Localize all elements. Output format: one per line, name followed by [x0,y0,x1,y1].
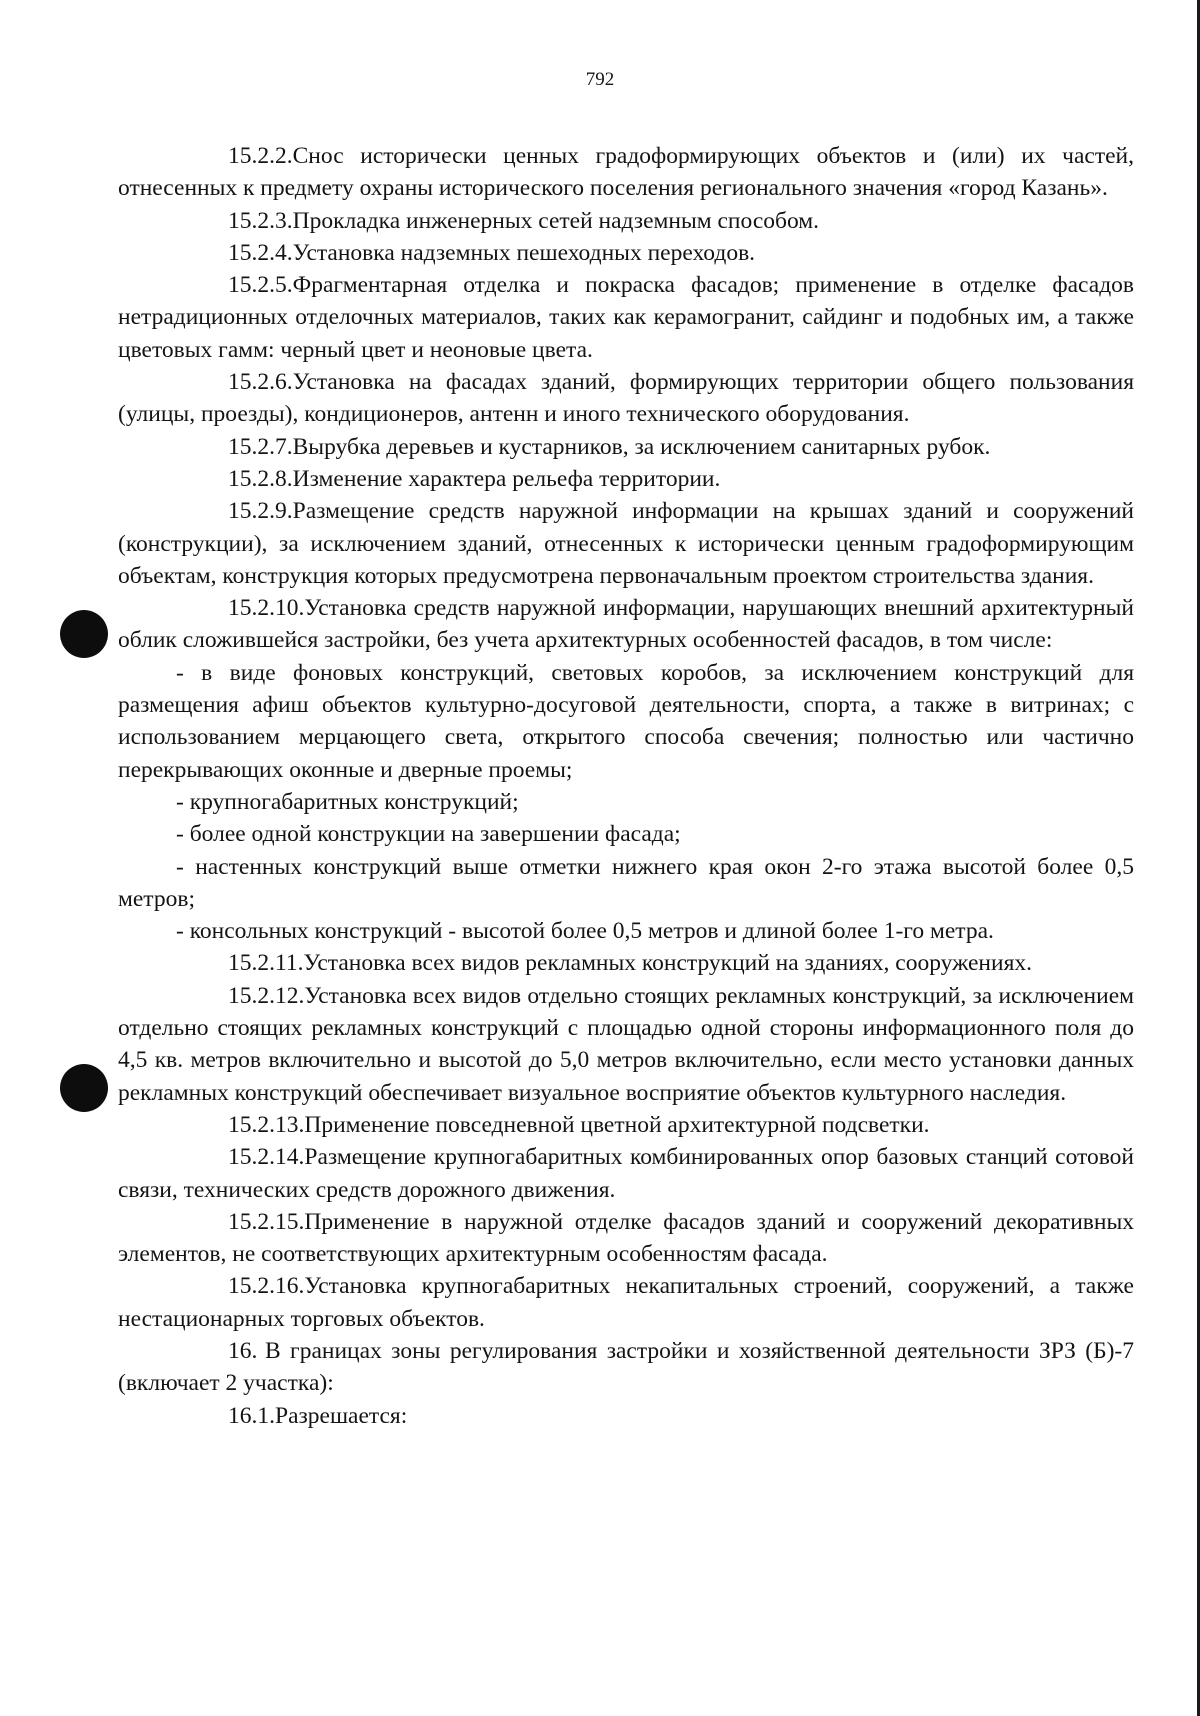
paragraph [118,980,1134,1109]
paragraph-number: 15.2.2. [228,143,293,169]
paragraph [118,140,1134,205]
section-heading [118,1335,1134,1400]
list-item-text: - консольных конструкций - высотой более 0,5 метров и длиной более 1-го метра. [176,918,994,945]
paragraph-number: 15.2.12. [228,982,305,1009]
page-number: 792 [585,69,615,90]
paragraph-number: 15.2.14. [228,1144,305,1171]
list-item-text: - настенных конструкций выше отметки нижнего края окон 2-го этажа высотой более 0,5 метров; [118,853,1134,912]
paragraph-text: Установка всех видов отдельно стоящих рекламных конструкций, за исключением отдельно стоящих рекламных конструкций с площадью одной стороны информационного поля до 4,5 кв. метров включительно и высотой до 5,0 метров включительно, если место установки данных рекламных конструкций обеспечивает визуальное восприятие объектов культурного наследия. [118,982,1134,1106]
paragraph-number: 15.2.7. [228,433,293,460]
paragraph [118,947,1134,979]
paragraph-number: 15.2.13. [228,1111,305,1138]
paragraph-text: Прокладка инженерных сетей надземным способом. [292,207,820,234]
paragraph-text: Размещение средств наружной информации на крышах зданий и сооружений (конструкции), за исключением зданий, отнесенных к исторически ценным градоформирующим объектам, конструкция которых предусмотрена первоначальным проектом строительства здания. [118,498,1134,589]
binder-hole [60,610,108,658]
subsection-text: Разрешается: [275,1402,408,1429]
paragraph-text: Размещение крупногабаритных комбинированных опор базовых станций сотовой связи, технических средств дорожного движения. [118,1144,1134,1203]
binder-hole [60,1064,108,1112]
list-item-text: - в виде фоновых конструкций, световых коробов, за исключением конструкций для размещения афиш объектов культурно-досуговой деятельности, спорта, а также в витринах; с использованием мерцающего света, открытого способа свечения; полностью или частично перекрывающих оконные и дверные проемы; [118,659,1134,783]
paragraph [118,1109,1134,1141]
paragraph-number: 15.2.10. [228,595,305,622]
paragraph-number: 15.2.9. [228,498,293,525]
paragraph-text: Установка средств наружной информации, нарушающих внешний архитектурный облик сложившейся застройки, без учета архитектурных особенностей фасадов, в том числе: [118,595,1134,654]
paragraph [118,495,1134,592]
paragraph [118,463,1134,495]
paragraph-text: Вырубка деревьев и кустарников, за исключением санитарных рубок. [292,433,991,460]
paragraph-text: Установка на фасадах зданий, формирующих территории общего пользования (улицы, проезды), кондиционеров, антенн и иного технического оборудования. [118,369,1134,428]
list-item-text: - более одной конструкции на завершении фасада; [176,821,681,848]
paragraph-number: 15.2.6. [228,369,293,396]
list-item [118,915,1134,947]
paragraph-text: Изменение характера рельефа территории. [292,465,721,492]
paragraph-number: 15.2.5. [228,272,293,299]
list-item [118,851,1134,916]
list-item [118,786,1134,818]
paragraph-number: 15.2.11. [228,950,304,977]
paragraph-number: 15.2.15. [228,1208,305,1235]
section-number: 16. [228,1337,258,1364]
paragraph-text: Применение повседневной цветной архитектурной подсветки. [304,1111,930,1138]
paragraph [118,205,1134,237]
list-item [118,657,1134,786]
paragraph-number: 15.2.4. [228,239,293,266]
paragraph-text: Фрагментарная отделка и покраска фасадов; применение в отделке фасадов нетрадиционных отделочных материалов, таких как керамогранит, сайдинг и подобных им, а также цветовых гамм: черный цвет и неоновые цвета. [118,272,1134,363]
list-item [118,818,1134,850]
paragraph [118,237,1134,269]
document-body [118,140,1134,1432]
paragraph [118,1206,1134,1271]
paragraph-text: Установка крупногабаритных некапитальных строений, сооружений, а также нестационарных торговых объектов. [118,1273,1134,1332]
paragraph [118,1270,1134,1335]
paragraph-text: Установка всех видов рекламных конструкций на зданиях, сооружениях. [303,950,1033,977]
subsection-heading [118,1400,1134,1432]
subsection-number: 16.1. [228,1402,275,1429]
paragraph [118,592,1134,657]
list-item-text: - крупногабаритных конструкций; [176,788,519,815]
paragraph [118,1141,1134,1206]
paragraph-text: Применение в наружной отделке фасадов зданий и сооружений декоративных элементов, не соответствующих архитектурным особенностям фасада. [118,1208,1134,1268]
paragraph [118,366,1134,431]
paragraph-text: Снос исторически ценных градоформирующих объектов и (или) их частей, отнесенных к предмету охраны исторического поселения регионального значения «город Казань». [118,143,1134,202]
paragraph-number: 15.2.16. [228,1273,305,1300]
paragraph-number: 15.2.3. [228,207,293,234]
paragraph [118,431,1134,463]
paragraph-number: 15.2.8. [228,465,293,492]
paragraph [118,269,1134,366]
section-text: В границах зоны регулирования застройки и хозяйственной деятельности ЗРЗ (Б)-7 (включает 2 участка): [118,1337,1134,1397]
paragraph-text: Установка надземных пешеходных переходов. [292,239,756,266]
